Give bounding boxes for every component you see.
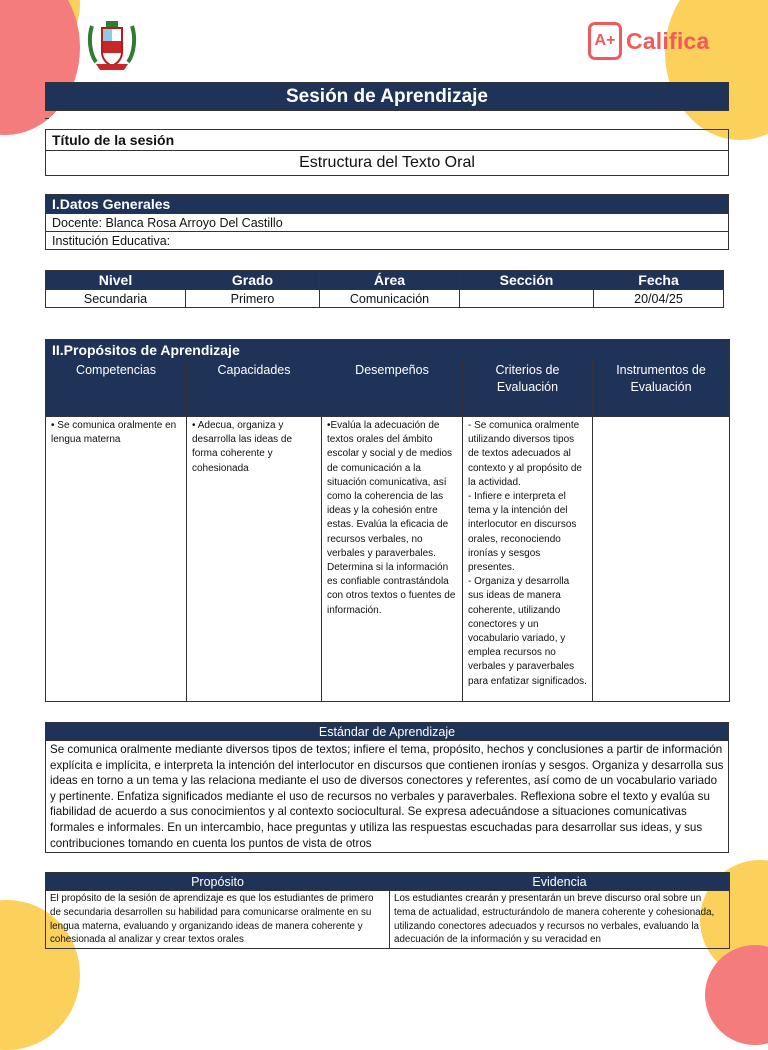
teacher-field: Docente: Blanca Rosa Arroyo Del Castillo <box>46 214 729 232</box>
califica-logo-mark-icon: A+ <box>588 22 622 60</box>
criterios-header: Criterios de Evaluación <box>463 360 593 417</box>
level-value: Secundaria <box>46 290 186 308</box>
evidence-text: Los estudiantes crearán y presentarán un breve discurso oral sobre un tema de actualidad, estructurándolo de manera coherente y cohesionada, utilizando conectores adecuados y recursos no verbales, evaluando la adecuación de la información y su veracidad en <box>390 891 730 949</box>
instrumentos-header: Instrumentos de Evaluación <box>593 360 730 417</box>
criterio-item: - Se comunica oralmente utilizando diversos tipos de textos adecuados al contexto y al propósito de la actividad. <box>468 420 582 488</box>
purpose-heading: Propósito <box>46 873 390 891</box>
section-header: Sección <box>460 271 594 290</box>
section-value <box>460 290 594 308</box>
evidence-heading: Evidencia <box>390 873 730 891</box>
purposes-heading: II.Propósitos de Aprendizaje <box>46 340 730 360</box>
general-data-table <box>45 194 729 250</box>
learning-purposes-table <box>45 339 730 702</box>
level-header: Nivel <box>46 271 186 290</box>
instrumentos-cell <box>593 417 730 702</box>
criterio-item: - Infiere e interpreta el tema y la intención del interlocutor en discursos orales, reconociendo ironías y sesgos presentes. <box>468 491 577 574</box>
competencias-header: Competencias <box>46 360 187 417</box>
purpose-evidence-table <box>45 872 730 949</box>
grade-value: Primero <box>186 290 320 308</box>
page-title: Sesión de Aprendizaje <box>285 86 488 107</box>
capacidades-cell: • Adecua, organiza y desarrolla las ideas de forma coherente y cohesionada <box>187 417 322 702</box>
grade-header: Grado <box>186 271 320 290</box>
standard-text: Se comunica oralmente mediante diversos tipos de textos; infiere el tema, propósito, hechos y conclusiones a partir de información explícita e implícita, e interpreta la intención del interlocutor en discursos que contienen ironías y sesgos. Organiza y desarrolla sus ideas en torno a un tema y las relaciona mediante el uso de diversos conectores y referentes, así como de un vocabulario variado y pertinente. Enfatiza significados mediante el uso de recursos no verbales y paraverbales. Reflexiona sobre el texto y evalúa su fiabilidad de acuerdo a sus conocimientos y al contexto sociocultural. Se expresa adecuándose a situaciones comunicativas formales e informales. En un intercambio, hace preguntas y utiliza las respuestas escuchadas para desarrollar sus ideas, y sus contribuciones tomando en cuenta los puntos de vista de otros <box>46 741 729 853</box>
desempenos-header: Desempeños <box>322 360 463 417</box>
capacidades-header: Capacidades <box>187 360 322 417</box>
stray-mark <box>45 118 49 119</box>
desempenos-cell: •Evalúa la adecuación de textos orales del ámbito escolar y social y de medios de comunicación a la situación comunicativa, así como la coherencia de las ideas y la cohesión entre estas. Evalúa la eficacia de recursos verbales, no verbales y paraverbales. Determina si la información es confiable contrastándola con otros textos o fuentes de información. <box>322 417 463 702</box>
session-title-bar <box>45 82 729 111</box>
date-header: Fecha <box>594 271 724 290</box>
standard-heading: Estándar de Aprendizaje <box>46 723 729 741</box>
califica-logo <box>588 20 728 64</box>
criterio-item: - Organiza y desarrolla sus ideas de manera coherente, utilizando conectores y un vocabulario variado, y emplea recursos no verbales y paraverbales para enfatizar significados. <box>468 576 587 687</box>
purpose-text: El propósito de la sesión de aprendizaje es que los estudiantes de primero de secundaria desarrollen su habilidad para comunicarse oralmente en su lengua materna, evaluando y organizando ideas de manera coherente y cohesionada al analizar y crear textos orales <box>46 891 390 949</box>
institution-field: Institución Educativa: <box>46 232 729 250</box>
date-value: 20/04/25 <box>594 290 724 308</box>
session-title-value: Estructura del Texto Oral <box>46 151 729 176</box>
califica-logo-text: Califica <box>626 28 710 54</box>
learning-standard-table <box>45 722 729 853</box>
competencias-cell: • Se comunica oralmente en lengua materna <box>46 417 187 702</box>
area-value: Comunicación <box>320 290 460 308</box>
area-header: Área <box>320 271 460 290</box>
course-info-table <box>45 270 724 308</box>
session-title-label: Título de la sesión <box>46 130 729 151</box>
criterios-cell <box>463 417 593 702</box>
peru-coat-of-arms-icon <box>86 18 138 74</box>
general-data-heading: I.Datos Generales <box>46 195 729 214</box>
session-title-table <box>45 129 729 176</box>
